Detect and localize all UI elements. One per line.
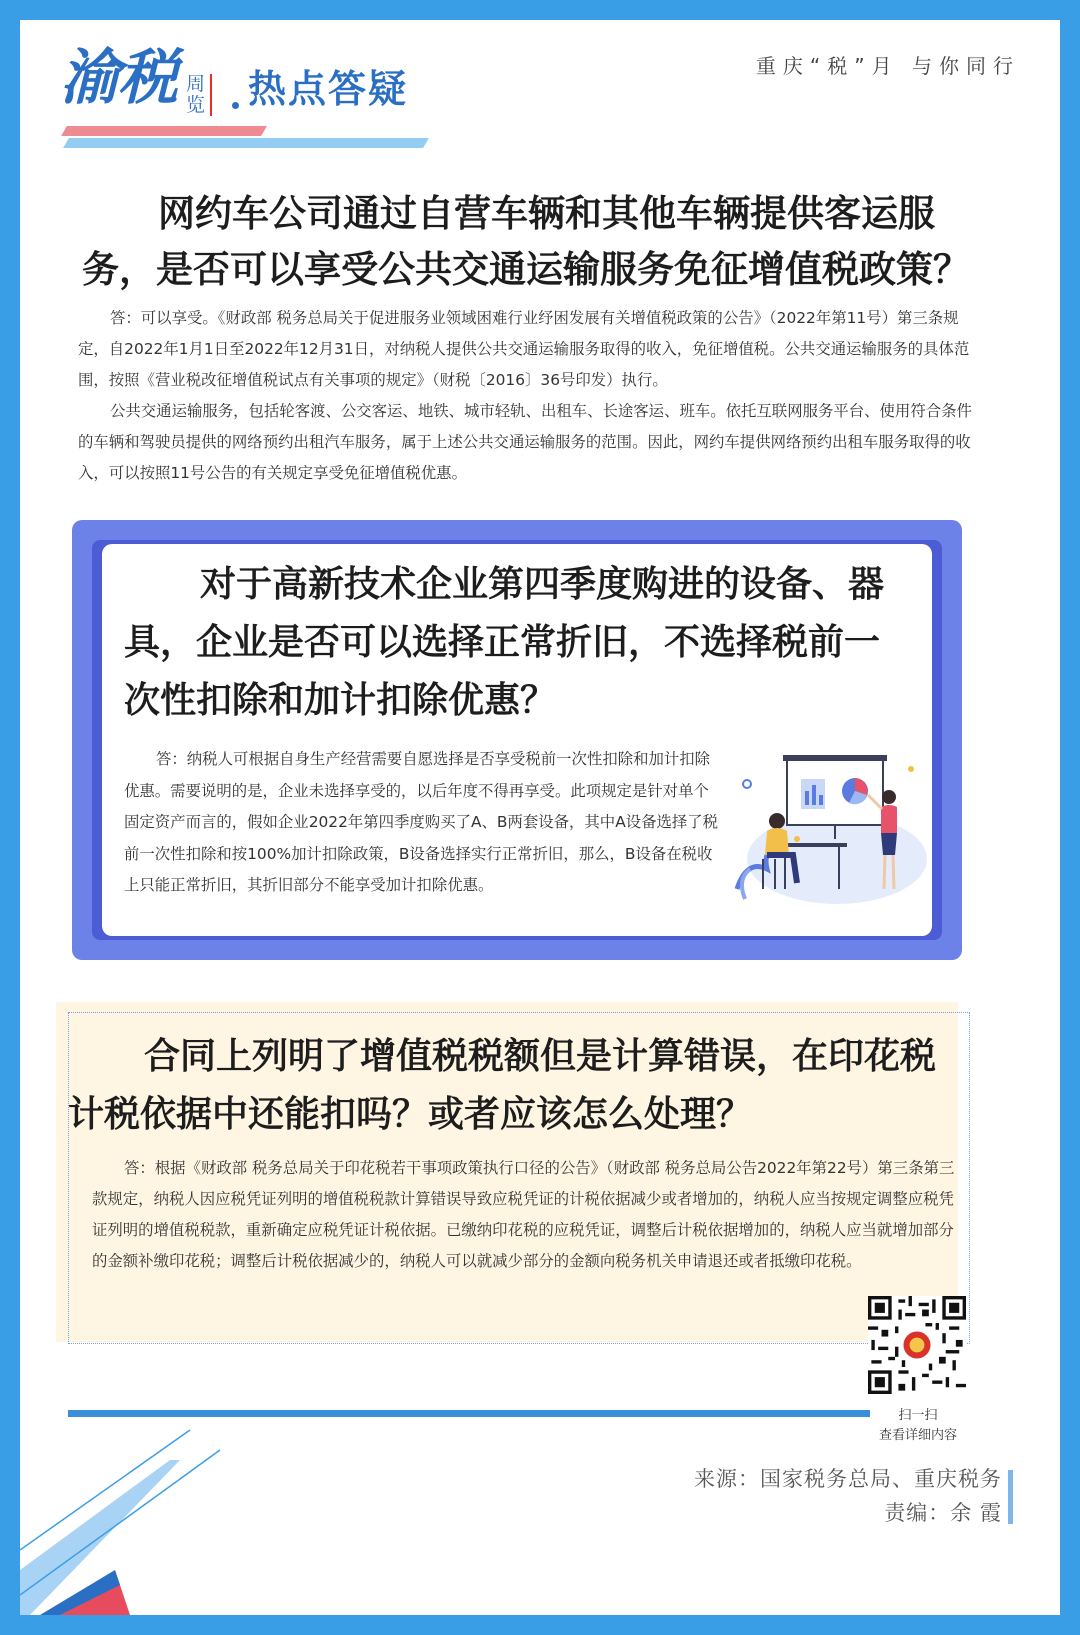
corner-decoration — [20, 1420, 280, 1615]
qr-caption-line1: 扫一扫 — [898, 1408, 938, 1423]
separator-dot — [232, 102, 239, 109]
answer-1-paragraph: 公共交通运输服务，包括轮客渡、公交客运、地铁、城市轻轨、出租车、长途客运、班车。依托互联网服务平台、使用符合条件的车辆和驾驶员提供的网络预约出租汽车服务，属于上述公共交通运输服务的范围。因此，网约车提供网络预约出租车服务取得的收入，可以按照11号公告的有关规定享受免征增值税优惠。 — [78, 402, 972, 482]
qr-caption-line2: 查看详细内容 — [878, 1428, 957, 1443]
answer-1-paragraph: 答：可以享受。《财政部 税务总局关于促进服务业领域困难行业纾困发展有关增值税政策的公告》（2022年第11号）第三条规定，自2022年1月1日至2022年12月31日，对纳税人提供公共交通运输服务取得的收入，免征增值税。公共交通运输服务的具体范围，按照《营业税改征增值税试点有关事项的规定》（财税〔2016〕36号印发）执行。 — [78, 309, 970, 389]
qr-code[interactable] — [868, 1296, 966, 1394]
card-frame — [92, 540, 942, 940]
presentation-illustration — [727, 739, 927, 909]
page — [20, 20, 1060, 1615]
card-content — [102, 544, 932, 936]
question-2-title: 对于高新技术企业第四季度购进的设备、器具，企业是否可以选择正常折旧，不选择税前一次性扣除和加计扣除优惠？ — [124, 564, 885, 721]
qr-caption — [856, 1406, 980, 1446]
slogan: 重庆“税”月 与你同行 — [755, 54, 1020, 78]
answer-3-paragraph: 答：根据《财政部 税务总局关于印花税若干事项政策执行口径的公告》（财政部 税务总局公告2022年第22号）第三条第三款规定，纳税人因应税凭证列明的增值税税款计算错误导致应税凭证的计税依据减少或者增加的，纳税人应当按规定调整应税凭证列明的增值税税款，重新确定应税凭证计税依据。已缴纳印花税的应税凭证，调整后计税依据增加的，纳税人应当就增加部分的金额补缴印花税；调整后计税依据减少的，纳税人可以就减少部分的金额向税务机关申请退还或者抵缴印花税。 — [92, 1159, 955, 1270]
footer-accent-bar — [1008, 1470, 1013, 1524]
question-2-card — [72, 520, 962, 960]
answer-2-paragraph: 答：纳税人可根据自身生产经营需要自愿选择是否享受税前一次性扣除和加计扣除优惠。需要说明的是，企业未选择享受的，以后年度不得再享受。此项规定是针对单个固定资产而言的，假如企业2022年第四季度购买了A、B两套设备，其中A设备选择了税前一次性扣除和按100%加计扣除政策，B设备选择实行正常折旧，那么，B设备在税收上只能正常折旧，其折旧部分不能享受加计扣除优惠。 — [124, 750, 719, 894]
source-credit: 来源：国家税务总局、重庆税务 — [694, 1467, 1002, 1491]
editor-credit: 责编：余 霞 — [884, 1501, 1002, 1525]
divider-line — [68, 1410, 870, 1417]
logo: 渝税 — [60, 43, 176, 113]
section-title: 热点答疑 — [248, 67, 409, 111]
question-1-title: 网约车公司通过自营车辆和其他车辆提供客运服务，是否可以享受公共交通运输服务免征增值税政策？ — [82, 192, 970, 291]
decor-bar-blue — [63, 138, 429, 148]
answer-1 — [78, 303, 980, 489]
footer-credits — [694, 1462, 1002, 1530]
answer-2 — [124, 744, 724, 902]
question-3-title: 合同上列明了增值税税额但是计算错误，在印花税计税依据中还能扣吗？或者应该怎么处理？ — [68, 1036, 937, 1135]
answer-3 — [92, 1153, 956, 1277]
logo-subtitle: 周览 — [186, 74, 212, 116]
decor-bar-red — [61, 126, 267, 136]
